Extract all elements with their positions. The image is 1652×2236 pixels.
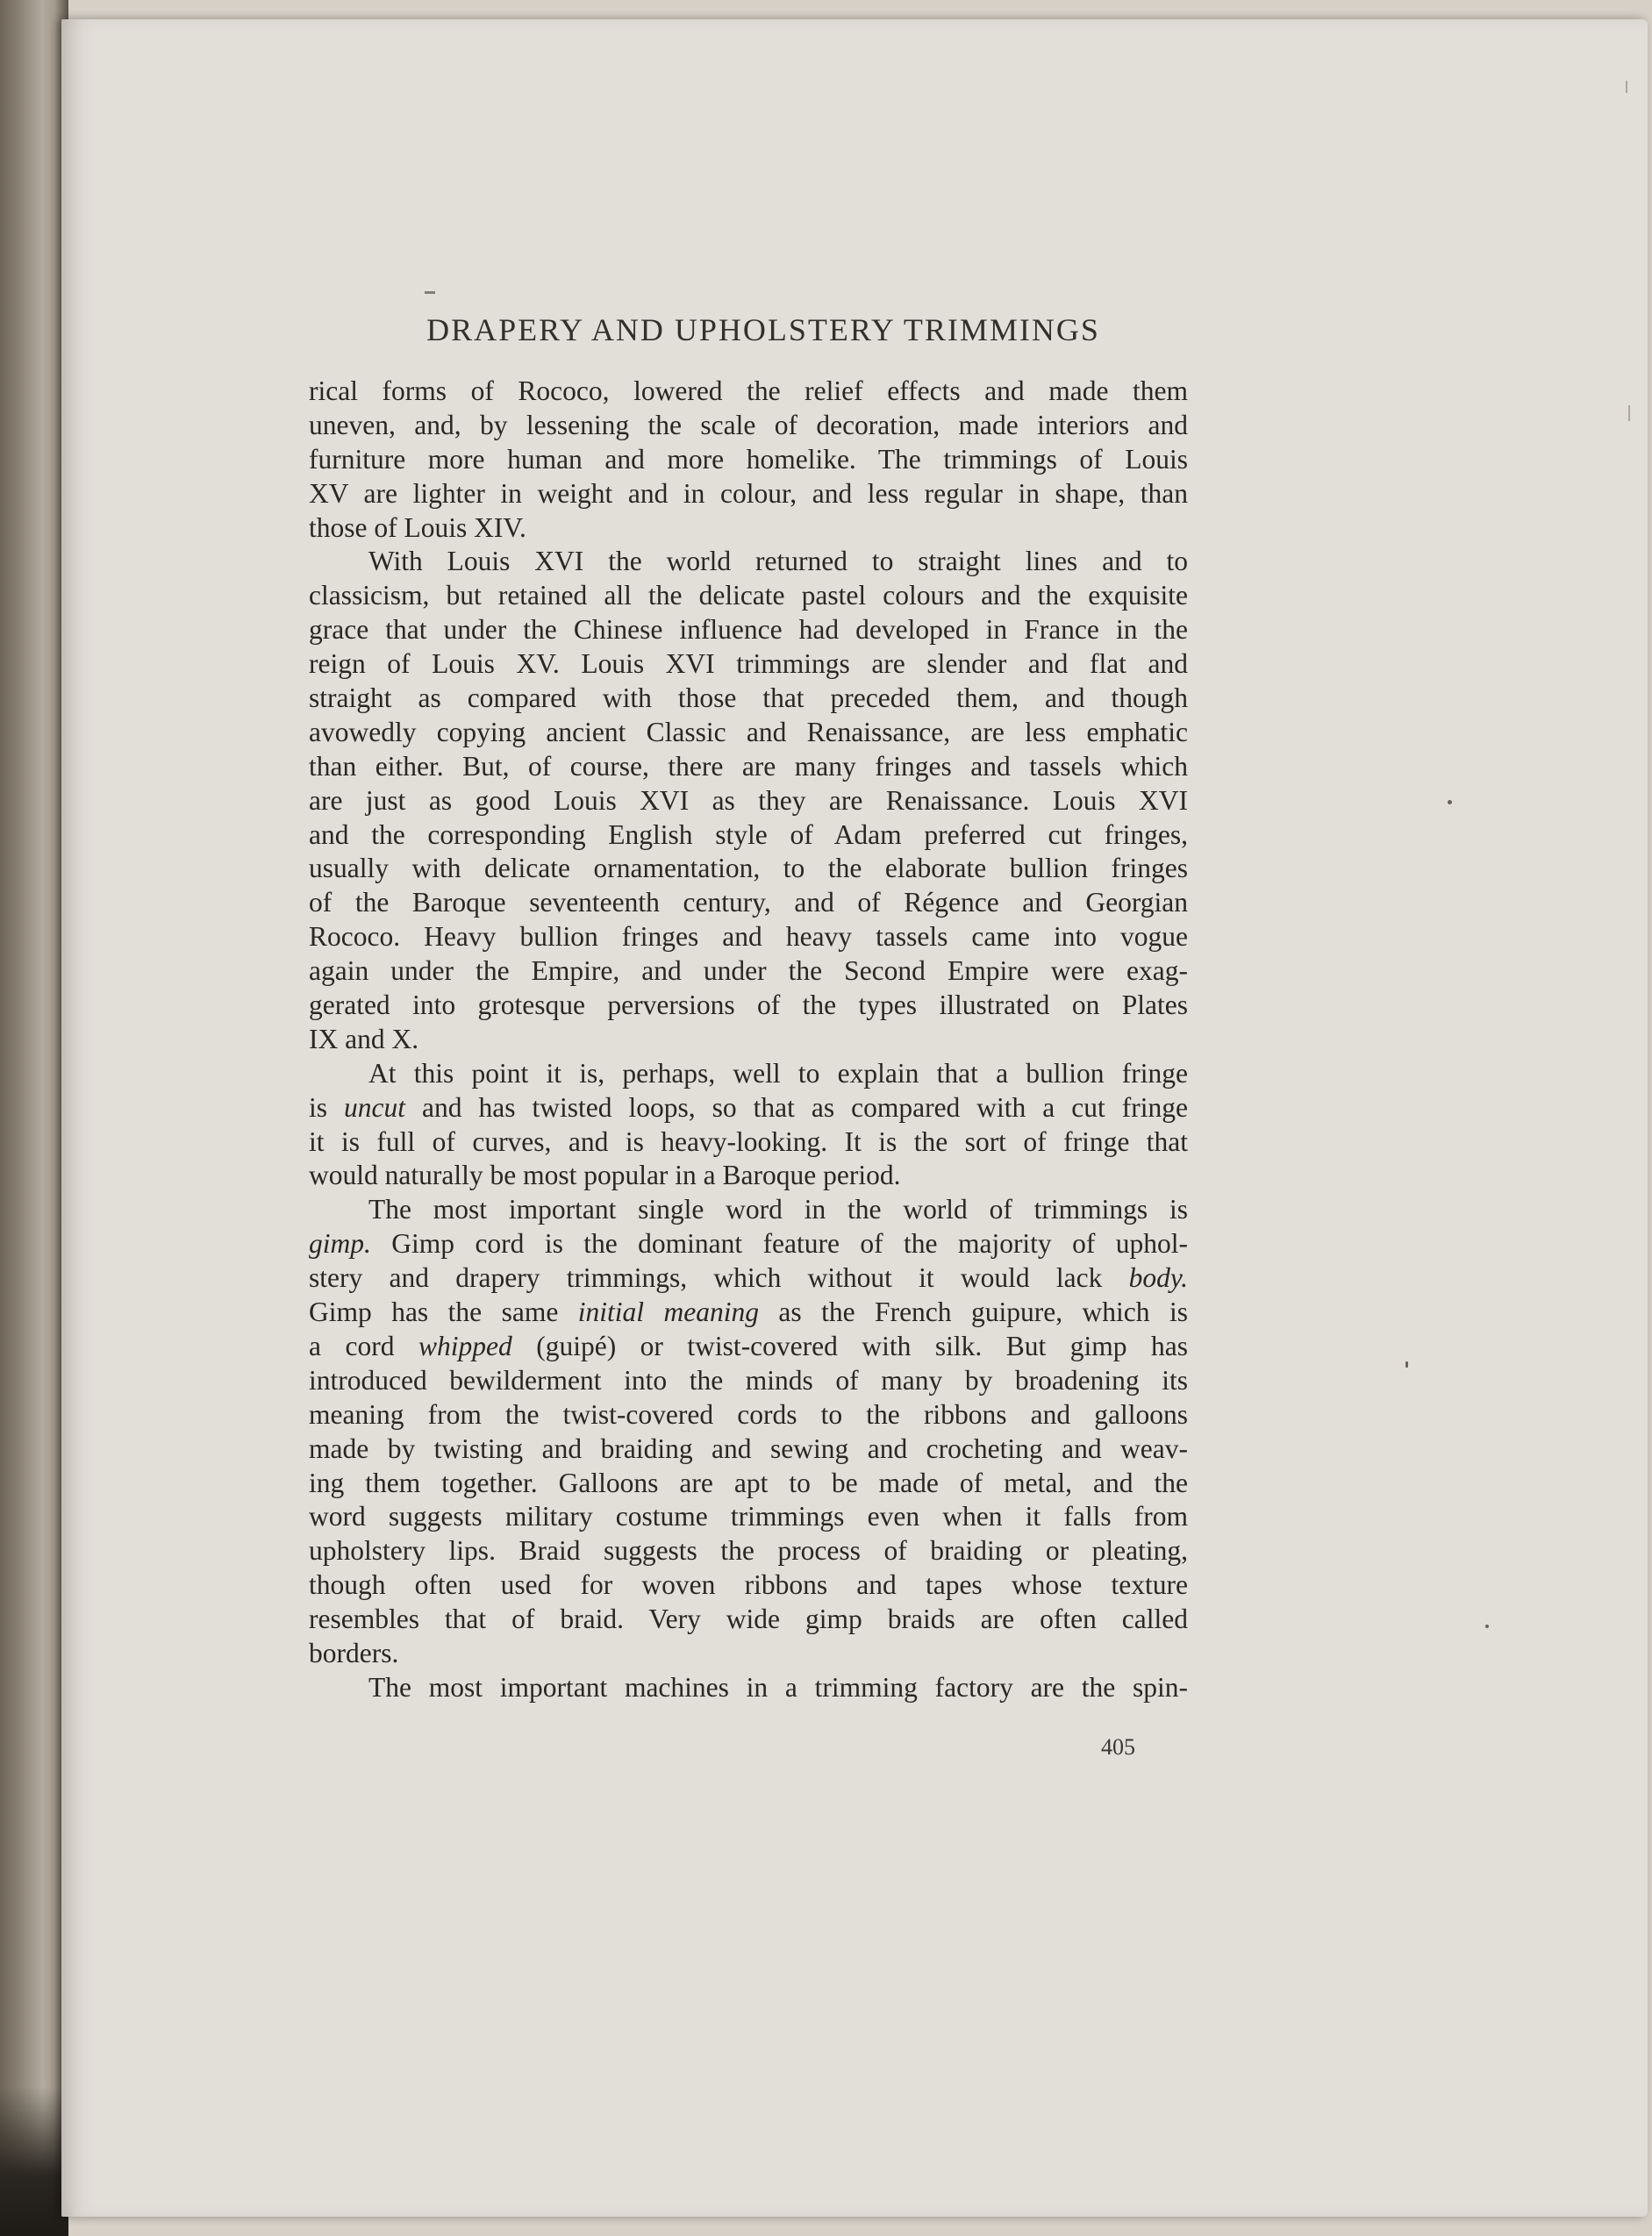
- spine-shadow: [0, 2087, 68, 2236]
- text-line: borders.: [309, 1637, 399, 1668]
- text-line: is uncut and has twisted loops, so that as compared with a cut fringe: [309, 1091, 1188, 1123]
- text-line: are just as good Louis XVI as they are Renaissance. Louis XVI: [309, 784, 1188, 816]
- text-line: would naturally be most popular in a Baroque period.: [309, 1160, 901, 1191]
- text-line: The most important single word in the world of trimmings is: [368, 1194, 1188, 1225]
- ink-mark: [425, 291, 435, 294]
- text-line: Rococo. Heavy bullion fringes and heavy tassels came into vogue: [309, 921, 1188, 953]
- text-line: IX and X.: [309, 1023, 419, 1054]
- text-line: meaning from the twist-covered cords to the ribbons and galloons: [309, 1398, 1188, 1430]
- text-line: straight as compared with those that preceded them, and though: [309, 682, 1188, 714]
- paper-speck: [1485, 1625, 1489, 1628]
- text-line: usually with delicate ornamentation, to the elaborate bullion fringes: [309, 853, 1188, 884]
- text-line: made by twisting and braiding and sewing and crocheting and weav-: [309, 1432, 1188, 1464]
- text-line: upholstery lips. Braid suggests the process of braiding or pleating,: [309, 1535, 1188, 1567]
- text-line: classicism, but retained all the delicate pastel colours and the exquisite: [309, 580, 1188, 611]
- text-line: a cord whipped (guipé) or twist-covered with silk. But gimp has: [309, 1330, 1189, 1361]
- book-spine: [0, 0, 68, 2236]
- book-page: [61, 19, 1648, 2217]
- text-line: resembles that of braid. Very wide gimp braids are often called: [309, 1604, 1188, 1635]
- text-line: grace that under the Chinese influence had developed in France in the: [309, 614, 1188, 646]
- text-line: Gimp has the same initial meaning as the French guipure, which is: [309, 1297, 1188, 1328]
- text-line: XV are lighter in weight and in colour, and less regular in shape, than: [309, 477, 1188, 509]
- text-line: gimp. Gimp cord is the dominant feature of the majority of uphol-: [309, 1228, 1188, 1260]
- paper-speck: [1448, 800, 1452, 804]
- text-line: word suggests military costume trimmings even when it falls from: [309, 1501, 1188, 1532]
- text-line: of the Baroque seventeenth century, and of Régence and Georgian: [309, 887, 1188, 918]
- italic-term: gimp.: [309, 1228, 371, 1260]
- text-line: furniture more human and more homelike. The trimmings of Louis: [309, 443, 1188, 475]
- text-line: ing them together. Galloons are apt to be made of metal, and the: [309, 1467, 1188, 1498]
- text-line: The most important machines in a trimming factory are the spin-: [368, 1671, 1188, 1703]
- text-line: avowedly copying ancient Classic and Renaissance, are less emphatic: [309, 716, 1188, 747]
- paper-mark: [1628, 405, 1630, 421]
- paper-mark: [1626, 81, 1627, 93]
- text-line: again under the Empire, and under the Second Empire were exag-: [309, 955, 1188, 987]
- page-number: 405: [1101, 1734, 1135, 1760]
- text-line: though often used for woven ribbons and tapes whose texture: [309, 1569, 1188, 1601]
- text-line: it is full of curves, and is heavy-looking. It is the sort of fringe that: [309, 1125, 1188, 1157]
- paper-speck: [1405, 1361, 1408, 1368]
- text-line: gerated into grotesque perversions of the types illustrated on Plates: [309, 989, 1188, 1021]
- text-line: With Louis XVI the world returned to straight lines and to: [368, 546, 1188, 577]
- text-line: introduced bewilderment into the minds of many by broadening its: [309, 1364, 1188, 1396]
- text-line: than either. But, of course, there are many fringes and tassels which: [309, 750, 1188, 782]
- text-line: At this point it is, perhaps, well to explain that a bullion fringe: [368, 1057, 1188, 1089]
- running-head: DRAPERY AND UPHOLSTERY TRIMMINGS: [426, 312, 1100, 347]
- italic-term: initial meaning: [577, 1297, 759, 1328]
- text-line: rical forms of Rococo, lowered the relief effects and made them: [309, 375, 1188, 406]
- text-line: those of Louis XIV.: [309, 511, 526, 543]
- italic-term: body.: [1128, 1262, 1188, 1294]
- text-line: and the corresponding English style of Adam preferred cut fringes,: [309, 818, 1188, 850]
- body-text: [309, 375, 1188, 1705]
- text-line: uneven, and, by lessening the scale of decoration, made interiors and: [309, 409, 1188, 440]
- text-line: stery and drapery trimmings, which without it would lack body.: [309, 1262, 1188, 1294]
- text-line: reign of Louis XV. Louis XVI trimmings are slender and flat and: [309, 648, 1188, 680]
- italic-term: uncut: [344, 1091, 405, 1123]
- italic-term: whipped: [418, 1330, 512, 1361]
